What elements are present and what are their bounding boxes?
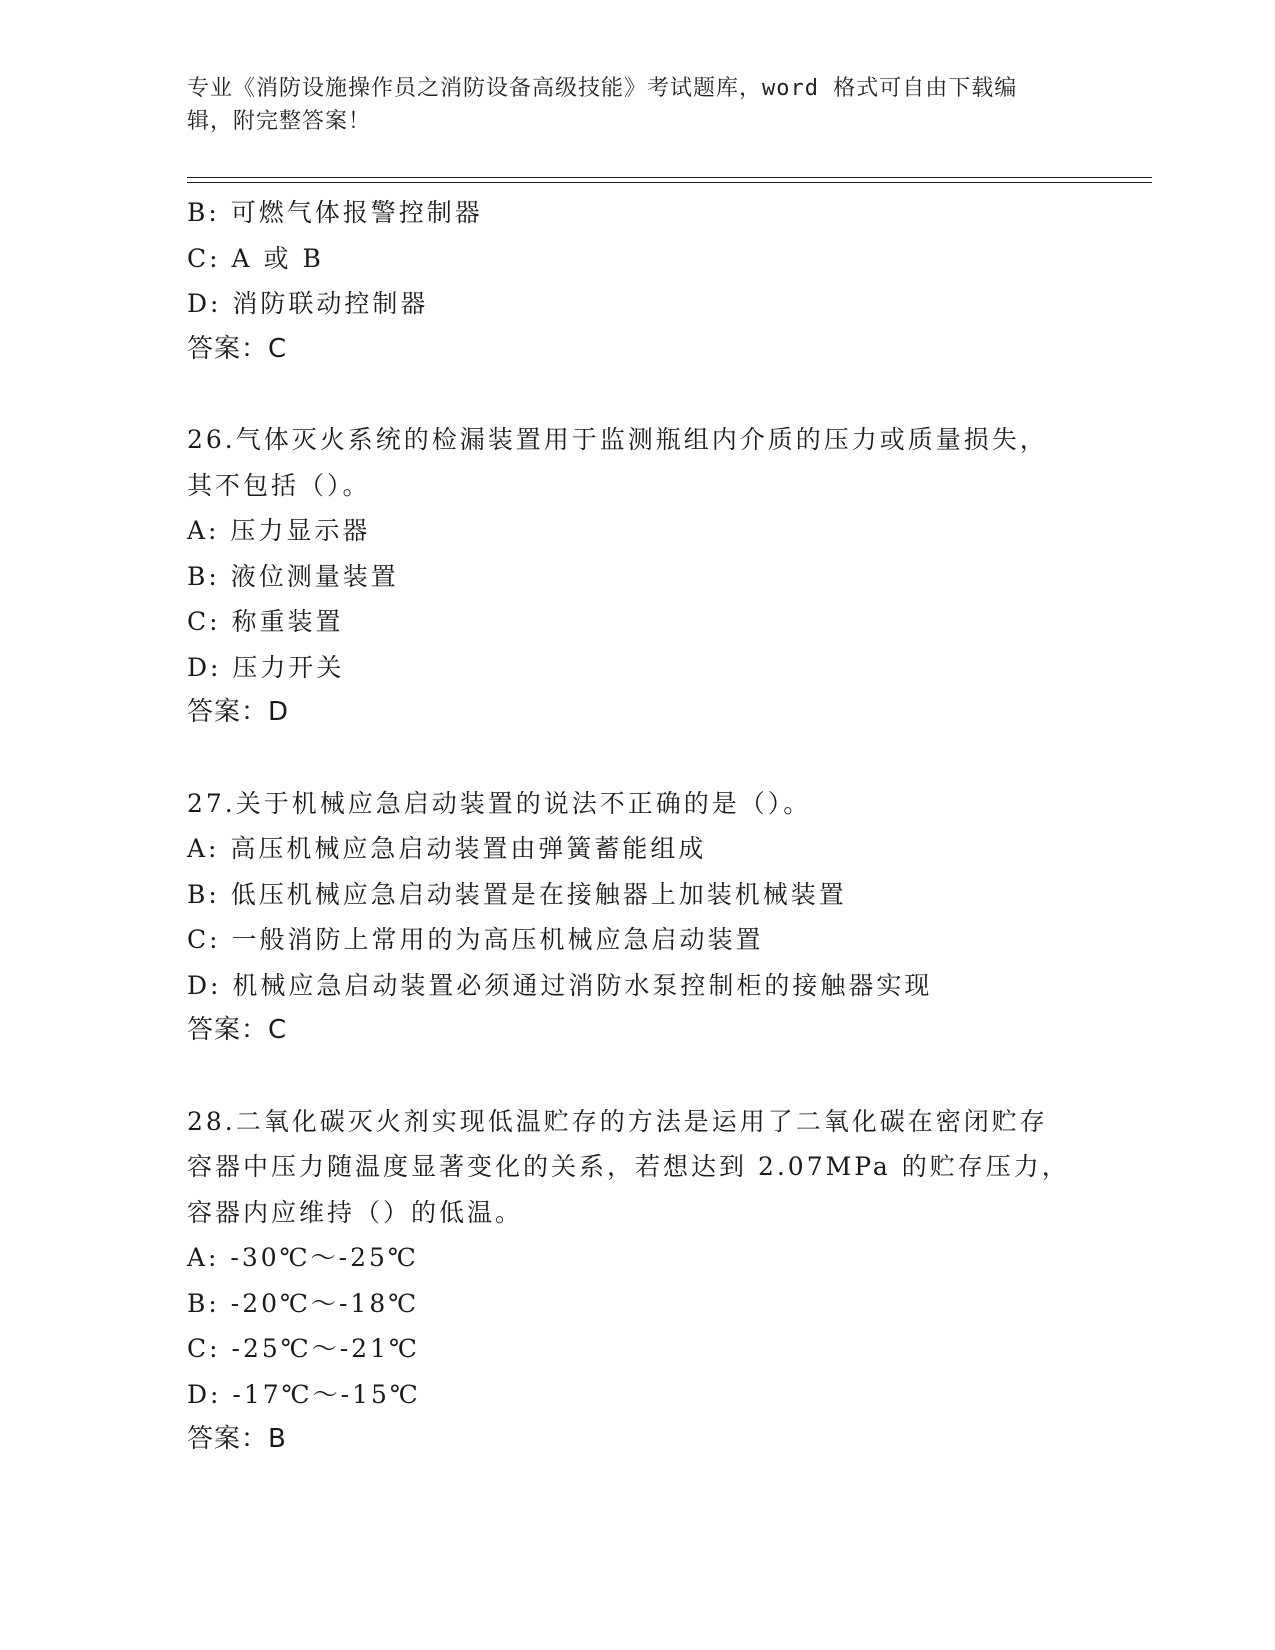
option-d: D: 机械应急启动装置必须通过消防水泵控制柜的接触器实现 bbox=[187, 970, 933, 1000]
question-stem: 其不包括（）。 bbox=[187, 470, 371, 500]
question-list bbox=[187, 190, 1087, 1463]
question-stem: 28.二氧化碳灭火剂实现低温贮存的方法是运用了二氧化碳在密闭贮存 bbox=[187, 1106, 1048, 1136]
header-note-line-1: 专业《消防设施操作员之消防设备高级技能》考试题库，word 格式可自由下载编 bbox=[187, 76, 1018, 101]
question-stem: 容器内应维持（）的低温。 bbox=[187, 1197, 524, 1227]
question-block-26 bbox=[187, 417, 1087, 736]
question-stem: 26.气体灭火系统的检漏装置用于监测瓶组内介质的压力或质量损失， bbox=[187, 425, 1048, 454]
spacer bbox=[187, 736, 1087, 781]
answer-label: 答案：B bbox=[187, 1424, 287, 1454]
answer-label: 答案：C bbox=[187, 333, 288, 364]
question-stem: 27.关于机械应急启动装置的说法不正确的是（）。 bbox=[187, 788, 812, 818]
option-b: B: 低压机械应急启动装置是在接触器上加装机械装置 bbox=[187, 879, 847, 909]
option-c: C: 一般消防上常用的为高压机械应急启动装置 bbox=[187, 925, 764, 954]
answer-label: 答案：C bbox=[187, 1015, 288, 1045]
option-a: A: 高压机械应急启动装置由弹簧蓄能组成 bbox=[187, 834, 707, 863]
answer-label: 答案：D bbox=[187, 697, 290, 727]
option-b: B: 可燃气体报警控制器 bbox=[187, 198, 483, 227]
header-note bbox=[187, 72, 1067, 138]
option-b: B: -20℃～-18℃ bbox=[187, 1288, 420, 1318]
option-a: A: 压力显示器 bbox=[187, 516, 371, 545]
question-stem: 容器中压力随温度显著变化的关系，若想达到 2.07MPa 的贮存压力， bbox=[187, 1152, 1070, 1181]
question-block-28 bbox=[187, 1099, 1087, 1463]
header-note-line-2: 辑，附完整答案！ bbox=[187, 109, 372, 134]
spacer bbox=[187, 372, 1087, 417]
option-c: C: 称重装置 bbox=[187, 607, 344, 636]
option-a: A: -30℃～-25℃ bbox=[187, 1243, 419, 1272]
header-divider-top bbox=[187, 177, 1152, 178]
option-b: B: 液位测量装置 bbox=[187, 561, 399, 591]
option-c: C: -25℃～-21℃ bbox=[187, 1334, 420, 1363]
option-d: D: -17℃～-15℃ bbox=[187, 1379, 421, 1409]
option-c: C: A 或 B bbox=[187, 243, 324, 273]
question-block-27 bbox=[187, 781, 1087, 1054]
header-divider-bottom bbox=[187, 182, 1152, 183]
spacer bbox=[187, 1054, 1087, 1099]
option-d: D: 压力开关 bbox=[187, 652, 345, 682]
question-block-25 bbox=[187, 190, 1087, 372]
option-d: D: 消防联动控制器 bbox=[187, 289, 429, 318]
